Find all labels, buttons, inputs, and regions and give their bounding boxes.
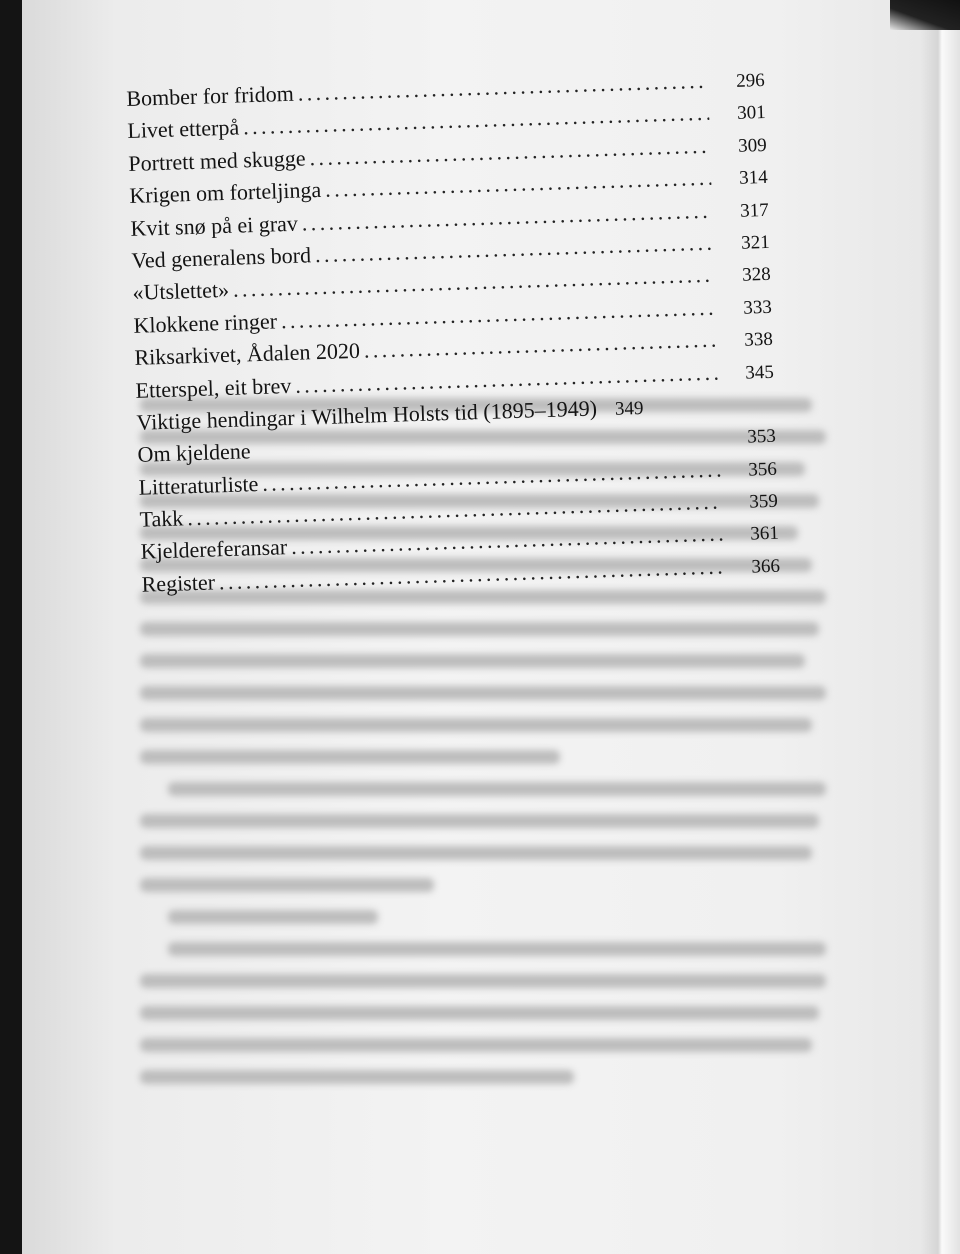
toc-entry-page: 321 (740, 231, 771, 254)
show-through-line (140, 750, 560, 764)
show-through-line (168, 942, 826, 956)
toc-entry-page: 356 (748, 458, 778, 481)
toc-entry-page: 314 (738, 167, 769, 189)
show-through-line (140, 622, 819, 636)
toc-entry-title: Register (141, 569, 216, 597)
toc-entry-page: 366 (751, 555, 781, 578)
toc-entry-page: 301 (736, 102, 766, 125)
toc-entry-title: Om kjeldene (137, 438, 251, 468)
toc-entry-page: 349 (614, 397, 644, 420)
toc-entry-title: Klokkene ringer (133, 308, 278, 338)
show-through-line (140, 718, 812, 732)
page-stack-edge (920, 20, 960, 1254)
toc-entry-page: 359 (749, 490, 779, 513)
toc-entry-page: 328 (741, 264, 772, 287)
show-through-line (140, 1070, 574, 1084)
show-through-line (140, 974, 826, 988)
toc-entry-title: Krigen om forteljinga (129, 177, 322, 209)
toc-entry-title: Kvit snø på ei grav (130, 210, 299, 241)
toc-entry-title: Etterspel, eit brev (135, 372, 292, 403)
toc-entry-page: 333 (742, 296, 773, 319)
toc-entry-title: Kjeldereferansar (140, 534, 288, 565)
show-through-line (140, 686, 826, 700)
toc-entry-page: 353 (747, 426, 777, 448)
show-through-line (140, 846, 812, 860)
toc-entry-title: Viktige hendingar i Wilhelm Holsts tid (1895–1949) (136, 395, 598, 435)
toc-entry-title: Portrett med skugge (128, 145, 306, 176)
toc-entry-title: Livet etterpå (127, 114, 240, 144)
show-through-line (168, 910, 378, 924)
show-through-line (140, 1006, 819, 1020)
table-of-contents (126, 66, 792, 604)
toc-entry-page: 309 (737, 134, 768, 157)
toc-entry-title: Bomber for fridom (126, 80, 295, 111)
toc-entry-page: 361 (750, 523, 780, 546)
toc-entry-page: 317 (739, 199, 770, 222)
toc-entry-title: Ved generalens bord (131, 242, 312, 273)
toc-entry-page: 296 (735, 69, 765, 92)
toc-entry-title: Litteraturliste (138, 470, 259, 500)
show-through-line (168, 782, 826, 796)
toc-entry-title: Riksarkivet, Ådalen 2020 (134, 337, 361, 370)
show-through-line (140, 1038, 812, 1052)
show-through-line (140, 654, 805, 668)
toc-entry-title: «Utslettet» (132, 277, 230, 306)
toc-entry-page: 345 (744, 361, 775, 384)
show-through-line (140, 814, 819, 828)
toc-entry-title: Takk (139, 505, 184, 532)
background-corner (890, 0, 960, 30)
toc-entry-page: 338 (743, 328, 774, 351)
show-through-line (140, 878, 434, 892)
